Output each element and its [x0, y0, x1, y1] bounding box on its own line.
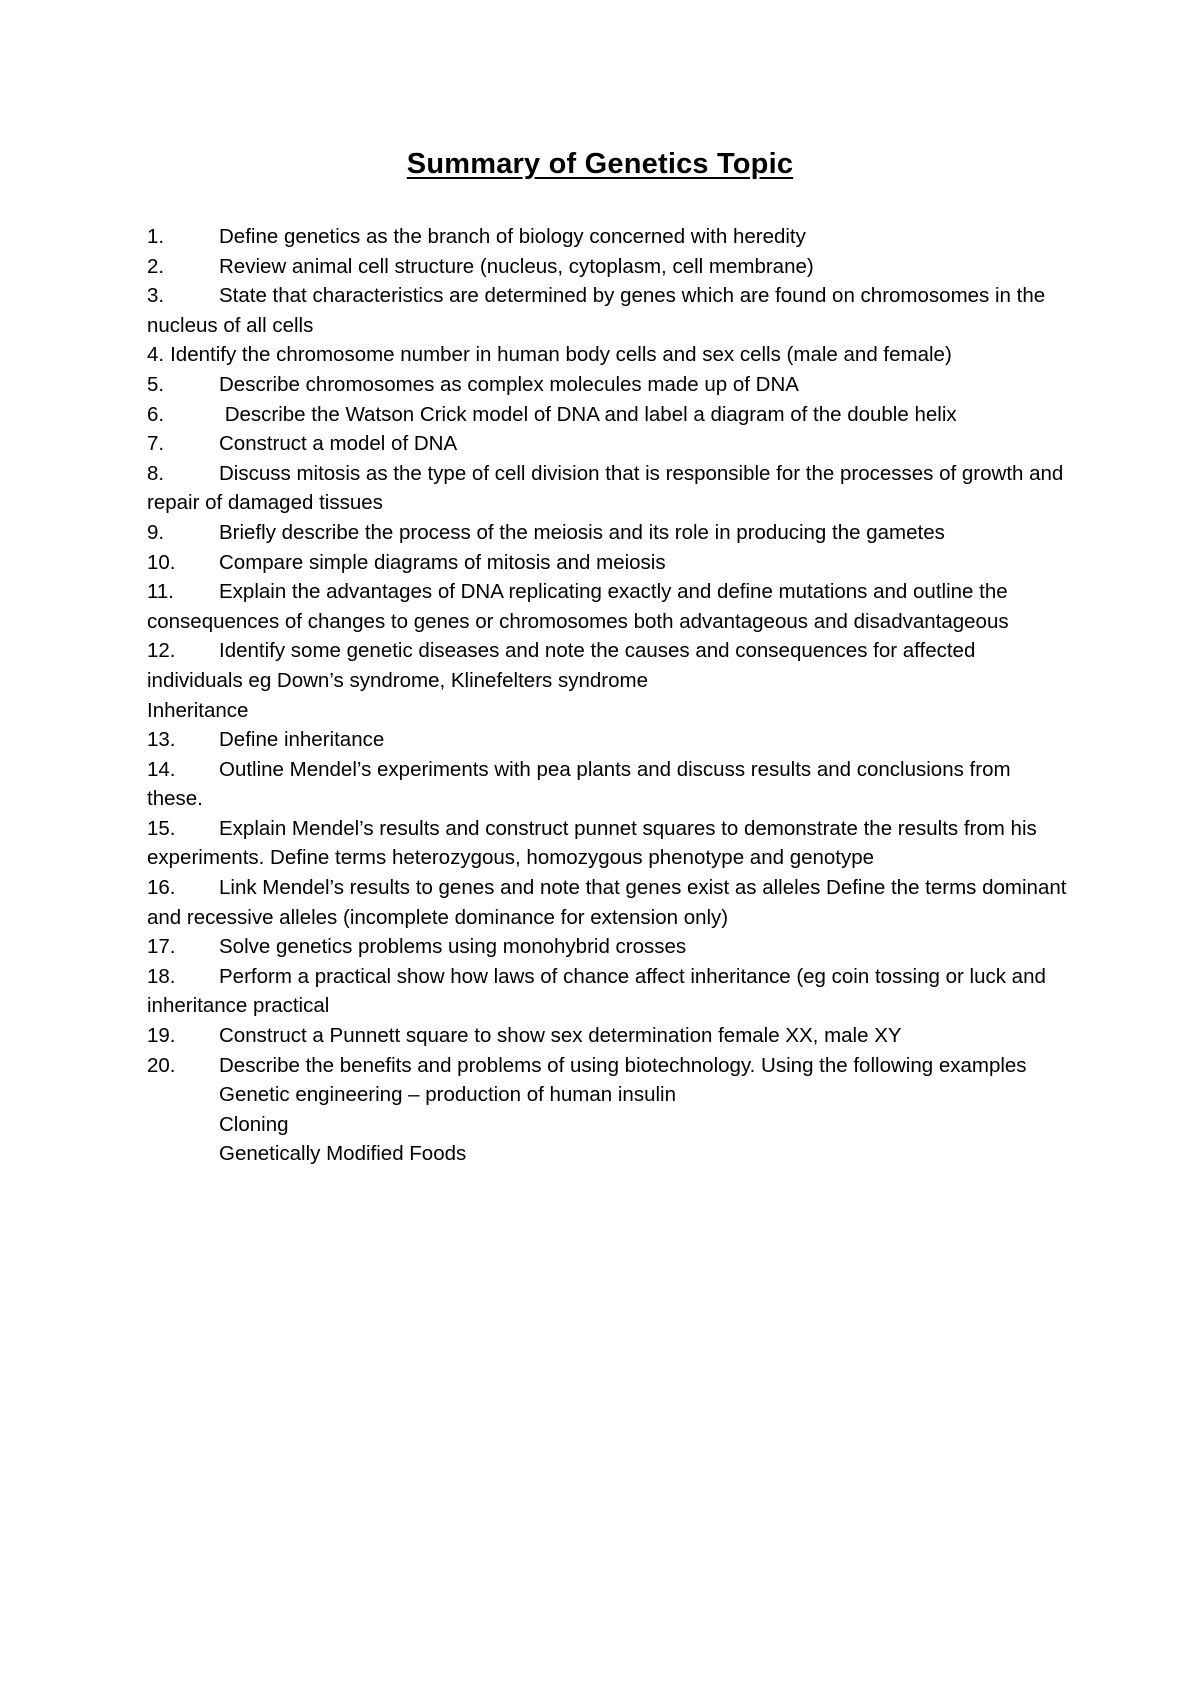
item-number: 19.: [147, 1024, 176, 1048]
item-number: 4.: [147, 343, 165, 367]
item-text: State that characteristics are determined by genes which are found on chromosomes in the nucleus of all cells: [147, 284, 1046, 337]
list-item: [147, 755, 1067, 814]
item-text: Discuss mitosis as the type of cell division that is responsible for the processes of growth and repair of damaged tissues: [147, 461, 1064, 515]
item-text: Briefly describe the process of the meiosis and its role in producing the gametes: [219, 520, 945, 544]
item-text: Construct a model of DNA: [219, 432, 458, 456]
item-number: 9.: [147, 520, 165, 544]
item-number: 8.: [147, 461, 165, 485]
item-text: Compare simple diagrams of mitosis and meiosis: [219, 550, 666, 574]
item-number: 5.: [147, 372, 165, 396]
item-text: Describe the benefits and problems of using biotechnology. Using the following examples: [219, 1053, 1027, 1077]
section-heading: Inheritance: [147, 698, 249, 722]
list-item: [147, 400, 1067, 430]
list-item: [147, 281, 1067, 340]
list-item: [147, 429, 1067, 459]
item-text: Identify the chromosome number in human body cells and sex cells (male and female): [170, 343, 952, 367]
list-item: [147, 873, 1067, 932]
item-number: 2.: [147, 254, 165, 278]
item-number: 11.: [147, 580, 174, 604]
item-number: 7.: [147, 432, 165, 456]
item-number: 1.: [147, 225, 165, 248]
list-item: [147, 1021, 1067, 1051]
item-number: 6.: [147, 402, 165, 426]
item-number: 12.: [147, 639, 176, 663]
list-item: [147, 548, 1067, 578]
list-item: [147, 725, 1067, 755]
list-item: [147, 459, 1067, 518]
item-number: 10.: [147, 550, 176, 574]
list-item: [147, 814, 1067, 873]
item-text: Outline Mendel’s experiments with pea plants and discuss results and conclusions from these.: [147, 757, 1011, 811]
item-number: 20.: [147, 1053, 176, 1077]
objectives-list: [147, 222, 1067, 1169]
list-item: [147, 518, 1067, 548]
item-number: 15.: [147, 816, 176, 840]
list-item: [147, 340, 1067, 370]
item-number: 3.: [147, 284, 165, 308]
item-text: Describe chromosomes as complex molecules made up of DNA: [219, 372, 799, 396]
item-number: 14.: [147, 757, 176, 781]
list-item: [147, 577, 1067, 636]
list-item: [147, 252, 1067, 282]
item-text: Review animal cell structure (nucleus, cytoplasm, cell membrane): [219, 254, 814, 278]
list-item: [147, 932, 1067, 962]
item-text: Define inheritance: [219, 728, 385, 752]
item-text: Identify some genetic diseases and note the causes and consequences for affected individuals eg Down’s syndrome, Klinefelters syndrome: [147, 639, 976, 692]
item-text: Perform a practical show how laws of chance affect inheritance (eg coin tossing or luck and inheritance practical: [147, 964, 1046, 1018]
item-number: 18.: [147, 964, 176, 988]
item-text: Explain Mendel’s results and construct punnet squares to demonstrate the results from his experiments. Define terms heterozygous, homozygous phenotype and genotype: [147, 816, 1037, 870]
item-text: Explain the advantages of DNA replicating exactly and define mutations and outline the consequences of changes to genes or chromosomes both advantageous and disadvantageous: [147, 580, 1009, 633]
item-text: Describe the Watson Crick model of DNA and label a diagram of the double helix: [219, 402, 957, 426]
list-item: [147, 370, 1067, 400]
item-number: 16.: [147, 876, 176, 900]
item-text: Construct a Punnett square to show sex determination female XX, male XY: [219, 1024, 902, 1048]
item-number: 17.: [147, 935, 176, 959]
page-title: Summary of Genetics Topic: [406, 148, 794, 180]
item-text: Solve genetics problems using monohybrid crosses: [219, 935, 687, 959]
list-item: [147, 222, 1067, 252]
example-item: Genetically Modified Foods: [219, 1142, 467, 1166]
example-item: Cloning: [219, 1112, 289, 1136]
list-item: [147, 1051, 1067, 1081]
item-number: 13.: [147, 728, 176, 752]
list-item: [147, 636, 1067, 695]
item-text: Link Mendel’s results to genes and note that genes exist as alleles Define the terms dominant and recessive alleles (incomplete dominance for extension only): [147, 876, 1067, 929]
list-item: [147, 962, 1067, 1021]
item-text: Define genetics as the branch of biology concerned with heredity: [219, 225, 806, 248]
example-item: Genetic engineering – production of human insulin: [219, 1083, 676, 1107]
